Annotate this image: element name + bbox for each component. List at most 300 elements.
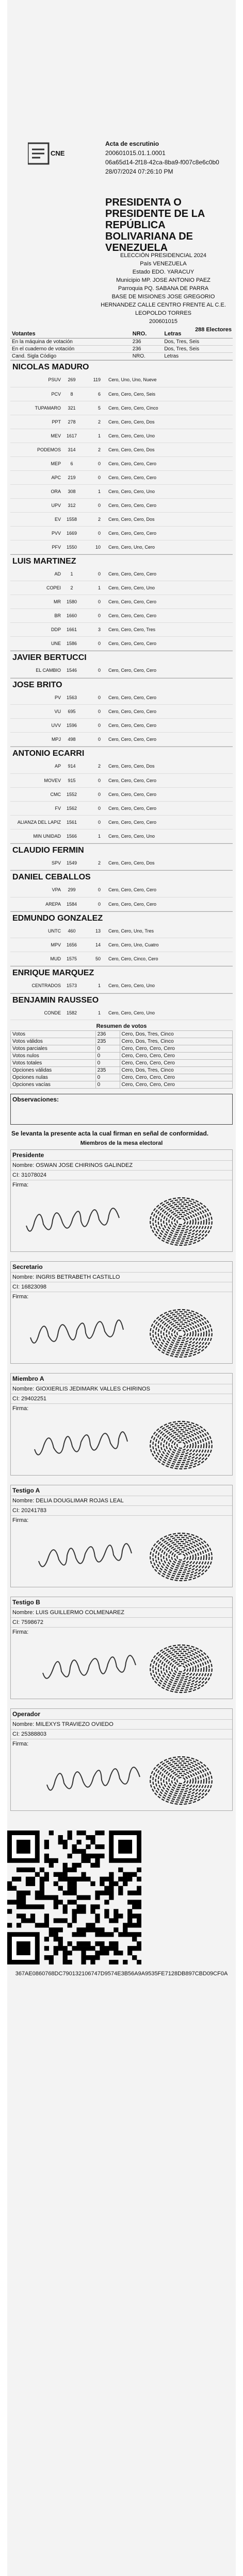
party-votes-words: Cero, Cero, Cero, Dos (102, 443, 233, 456)
member-name-label: Nombre: MILEXYS TRAVIEZO OVIEDO (11, 1719, 232, 1729)
party-votes-words: Cero, Cero, Uno, Cero (102, 540, 233, 554)
qr-module (86, 1927, 90, 1932)
member-firma: Firma: (11, 1403, 232, 1413)
party-org: CONDE (10, 1006, 62, 1020)
party-code: 1586 (62, 637, 81, 651)
party-row (10, 609, 233, 623)
candidate-party-table (10, 567, 233, 651)
municipality: Municipio MP. JOSE ANTONIO PAEZ (116, 277, 210, 283)
qr-module (90, 1960, 95, 1964)
member-role: Secretario (12, 1263, 43, 1270)
qr-module (49, 1960, 54, 1964)
party-org: PODEMOS (10, 443, 62, 456)
qr-module (132, 1872, 137, 1877)
qr-module (137, 1904, 141, 1909)
center-name: BASE DE MISIONES JOSE GREGORIO HERNANDEZ CALLE CENTRO FRENTE AL C.E. LEOPOLDO TORRES (101, 294, 226, 316)
party-row (10, 581, 233, 595)
qr-module (104, 1932, 109, 1937)
qr-module (44, 1840, 49, 1844)
qr-module (68, 1951, 72, 1955)
qr-module (49, 1895, 54, 1900)
party-votes: 0 (81, 595, 102, 609)
qr-module (114, 1918, 118, 1923)
party-votes-words: Cero, Cero, Cero, Cero (102, 664, 233, 677)
qr-module (109, 1872, 114, 1877)
qr-module (30, 1877, 35, 1882)
party-row (10, 733, 233, 747)
qr-module (90, 1882, 95, 1886)
party-votes-words: Cero, Cero, Cero, Tres (102, 623, 233, 637)
qr-module (76, 1904, 81, 1909)
qr-module (68, 1835, 72, 1840)
summary-words: Cero, Cero, Cero, Cero (120, 1060, 233, 1067)
party-org: TUPAMARO (10, 401, 62, 415)
qr-module (127, 1877, 132, 1882)
qr-module (137, 1946, 141, 1951)
qr-module (95, 1932, 100, 1937)
state: Estado EDO. YARACUY (132, 269, 195, 275)
qr-module (100, 1877, 104, 1882)
qr-module (58, 1937, 63, 1941)
party-code: 1561 (62, 815, 81, 829)
qr-module (86, 1858, 90, 1863)
qr-module (49, 1863, 54, 1868)
acta-id: 06a65d14-2f18-42ca-8ba9-f007c8e6c0b0 (105, 159, 219, 166)
candidate-party-table (10, 979, 233, 993)
signature-and-fingerprint (11, 1190, 233, 1251)
qr-module (40, 1923, 44, 1927)
qr-module (7, 1923, 12, 1927)
party-votes: 0 (81, 897, 102, 911)
mesa-member (10, 1149, 233, 1252)
candidate-name: JAVIER BERTUCCI (10, 651, 233, 664)
candidate-party-table (10, 856, 233, 871)
party-code: 2 (62, 581, 81, 595)
machine-votes-words: Dos, Tres, Seis (163, 338, 233, 346)
qr-module (44, 1854, 49, 1858)
qr-module (63, 1955, 68, 1960)
qr-module (127, 1951, 132, 1955)
party-row (10, 938, 233, 952)
party-code: 312 (62, 498, 81, 512)
signature-scribble (26, 1208, 119, 1231)
mesa-member (10, 1485, 233, 1587)
qr-module (54, 1904, 58, 1909)
qr-module (72, 1886, 77, 1891)
party-org: VU (10, 705, 62, 719)
party-row (10, 829, 233, 843)
qr-module (132, 1923, 137, 1927)
qr-module (118, 1913, 123, 1918)
party-votes: 0 (81, 787, 102, 801)
qr-module (90, 1909, 95, 1913)
qr-module (63, 1872, 68, 1877)
party-votes: 6 (81, 387, 102, 401)
qr-module (68, 1831, 72, 1835)
party-code: 1566 (62, 829, 81, 843)
party-votes: 0 (81, 773, 102, 787)
qr-module (68, 1923, 72, 1927)
qr-module (68, 1886, 72, 1891)
qr-module (44, 1946, 49, 1951)
party-code: 1546 (62, 664, 81, 677)
qr-module (76, 1877, 81, 1882)
party-code: 299 (62, 883, 81, 897)
qr-module (109, 1891, 114, 1895)
qr-module (17, 1904, 21, 1909)
signature-and-fingerprint (11, 1637, 233, 1699)
qr-module (7, 1900, 12, 1904)
party-row (10, 1006, 233, 1020)
book-votes-label: En el cuaderno de votación (10, 346, 131, 353)
qr-module (118, 1951, 123, 1955)
qr-module (54, 1927, 58, 1932)
book-votes-words: Dos, Tres, Seis (163, 346, 233, 353)
qr-module (40, 1868, 44, 1872)
party-votes-words: Cero, Cero, Cero, Cero (102, 691, 233, 705)
party-votes-words: Cero, Cero, Uno, Tres (102, 924, 233, 938)
qr-module (26, 1877, 30, 1882)
qr-module (104, 1951, 109, 1955)
qr-module (100, 1831, 104, 1835)
qr-module (68, 1854, 72, 1858)
party-votes: 1 (81, 829, 102, 843)
qr-module (54, 1872, 58, 1877)
qr-module (109, 1895, 114, 1900)
member-firma: Firma: (11, 1627, 232, 1637)
qr-module (95, 1904, 100, 1909)
fingerprint (150, 1645, 212, 1692)
qr-module (63, 1960, 68, 1964)
party-org: UPV (10, 498, 62, 512)
qr-module (127, 1891, 132, 1895)
member-role: Testigo A (12, 1487, 40, 1494)
party-votes: 0 (81, 498, 102, 512)
party-row (10, 540, 233, 554)
party-code: 1656 (62, 938, 81, 952)
cne-logo (28, 139, 64, 167)
candidate-name: BENJAMIN RAUSSEO (10, 993, 233, 1006)
summary-label: Opciones vacías (11, 1081, 96, 1089)
qr-module (100, 1941, 104, 1946)
qr-module (30, 1882, 35, 1886)
party-row (10, 719, 233, 733)
qr-module (109, 1932, 114, 1937)
qr-module (90, 1835, 95, 1840)
party-votes: 14 (81, 938, 102, 952)
party-votes-words: Cero, Cero, Cero, Cero (102, 567, 233, 581)
qr-module (72, 1909, 77, 1913)
qr-module (44, 1895, 49, 1900)
party-votes-words: Cero, Cero, Cero, Cero (102, 883, 233, 897)
qr-module (95, 1955, 100, 1960)
qr-module (137, 1891, 141, 1895)
qr-module (54, 1900, 58, 1904)
party-org: PSUV (10, 373, 62, 387)
qr-module (114, 1946, 118, 1951)
party-votes: 0 (81, 733, 102, 747)
qr-module (109, 1877, 114, 1882)
qr-module (118, 1868, 123, 1872)
qr-module (30, 1904, 35, 1909)
party-votes-words: Cero, Cero, Cero, Cero (102, 526, 233, 540)
qr-module (137, 1960, 141, 1964)
candidate-name: LUIS MARTINEZ (10, 554, 233, 567)
qr-module (44, 1844, 49, 1849)
qr-module (86, 1923, 90, 1927)
summary-num: 235 (95, 1038, 120, 1045)
qr-module (95, 1913, 100, 1918)
summary-num: 0 (95, 1060, 120, 1067)
party-code: 278 (62, 415, 81, 429)
qr-module (95, 1863, 100, 1868)
qr-module (58, 1946, 63, 1951)
party-votes: 1 (81, 429, 102, 443)
ballot-section (7, 330, 236, 1089)
party-code: 1660 (62, 609, 81, 623)
qr-finder (17, 1840, 30, 1854)
fingerprint (150, 1421, 212, 1469)
qr-module (76, 1840, 81, 1844)
qr-module (72, 1877, 77, 1882)
qr-module (63, 1951, 68, 1955)
qr-module (63, 1844, 68, 1849)
qr-module (21, 1895, 26, 1900)
party-org: PPT (10, 415, 62, 429)
party-org: CMC (10, 787, 62, 801)
qr-module (63, 1877, 68, 1882)
party-row (10, 401, 233, 415)
summary-label: Opciones nulas (11, 1074, 96, 1081)
qr-module (81, 1854, 86, 1858)
qr-module (81, 1909, 86, 1913)
party-code: 695 (62, 705, 81, 719)
qr-module (17, 1895, 21, 1900)
nro-header: NRO. (131, 330, 163, 338)
qr-module (30, 1918, 35, 1923)
party-code: 321 (62, 401, 81, 415)
member-ci: CI: 7598672 (11, 1617, 232, 1627)
party-row (10, 664, 233, 677)
qr-module (123, 1927, 127, 1932)
qr-module (109, 1882, 114, 1886)
party-org: MEV (10, 429, 62, 443)
signature-and-fingerprint (11, 1301, 233, 1363)
party-votes: 5 (81, 401, 102, 415)
qr-module (72, 1882, 77, 1886)
book-votes-num: 236 (131, 346, 163, 353)
party-row (10, 637, 233, 651)
party-code: 1562 (62, 801, 81, 815)
qr-module (100, 1882, 104, 1886)
party-votes-words: Cero, Uno, Uno, Nueve (102, 373, 233, 387)
qr-module (95, 1891, 100, 1895)
qr-module (63, 1840, 68, 1844)
qr-module (86, 1941, 90, 1946)
party-org: AP (10, 759, 62, 773)
party-votes: 0 (81, 637, 102, 651)
qr-module (17, 1891, 21, 1895)
qr-module (68, 1868, 72, 1872)
party-votes-words: Cero, Cero, Cero, Cero (102, 815, 233, 829)
party-org: UNTC (10, 924, 62, 938)
qr-module (76, 1927, 81, 1932)
member-firma: Firma: (11, 1515, 232, 1525)
party-code: 8 (62, 387, 81, 401)
qr-module (81, 1951, 86, 1955)
voters-table (10, 330, 233, 360)
qr-module (109, 1941, 114, 1946)
qr-module (137, 1913, 141, 1918)
qr-module (90, 1854, 95, 1858)
party-org: MUD (10, 952, 62, 966)
qr-module (17, 1900, 21, 1904)
qr-module (100, 1932, 104, 1937)
qr-module (95, 1927, 100, 1932)
acta-header (7, 0, 236, 333)
party-row (10, 705, 233, 719)
qr-module (58, 1927, 63, 1932)
qr-module (127, 1913, 132, 1918)
party-row (10, 498, 233, 512)
qr-module (40, 1886, 44, 1891)
candidate-party-table (10, 1006, 233, 1021)
qr-module (72, 1849, 77, 1854)
qr-module (58, 1840, 63, 1844)
country: País VENEZUELA (140, 261, 187, 267)
col-nro: NRO. (131, 353, 163, 360)
summary-row (11, 1038, 233, 1045)
summary-words: Cero, Cero, Cero, Cero (120, 1081, 233, 1089)
member-role: Testigo B (12, 1599, 40, 1606)
member-ci: CI: 25388803 (11, 1729, 232, 1739)
qr-module (132, 1900, 137, 1904)
summary-label: Votos parciales (11, 1045, 96, 1053)
candidate-name: NICOLAS MADURO (10, 360, 233, 373)
member-name-label: Nombre: LUIS GUILLERMO COLMENAREZ (11, 1607, 232, 1617)
party-votes: 2 (81, 856, 102, 870)
mesa-member (10, 1597, 233, 1699)
summary-num: 0 (95, 1074, 120, 1081)
party-code: 498 (62, 733, 81, 747)
party-row (10, 567, 233, 581)
party-votes: 119 (81, 373, 102, 387)
qr-module (90, 1927, 95, 1932)
member-firma: Firma: (11, 1180, 232, 1190)
party-code: 308 (62, 484, 81, 498)
qr-module (44, 1913, 49, 1918)
qr-module (58, 1835, 63, 1840)
qr-module (58, 1918, 63, 1923)
candidate-name: CLAUDIO FERMIN (10, 843, 233, 856)
summary-table (10, 1030, 233, 1089)
party-org: UVV (10, 719, 62, 733)
qr-module (123, 1923, 127, 1927)
qr-module (58, 1900, 63, 1904)
signature-area (11, 1637, 232, 1699)
signature-scribble (47, 1767, 140, 1790)
qr-module (72, 1868, 77, 1872)
party-row (10, 759, 233, 773)
party-row (10, 924, 233, 938)
fingerprint (150, 1533, 212, 1581)
qr-module (127, 1923, 132, 1927)
candidate-party-table (10, 883, 233, 911)
fingerprint (150, 1310, 212, 1357)
party-org: UNE (10, 637, 62, 651)
member-role: Presidente (12, 1151, 44, 1159)
acta-label: Acta de escrutinio (105, 140, 159, 147)
qr-module (81, 1895, 86, 1900)
qr-finder (118, 1840, 132, 1854)
summary-title: Resumen de votos (96, 1023, 147, 1029)
qr-code (7, 1831, 141, 1964)
qr-module (100, 1854, 104, 1858)
election-name: ELECCIÓN PRESIDENCIAL 2024 (120, 252, 207, 259)
member-name-label: Nombre: INGRIS BETRABETH CASTILLO (11, 1272, 232, 1282)
party-org: ORA (10, 484, 62, 498)
candidate-name: JOSE BRITO (10, 678, 233, 691)
qr-module (127, 1900, 132, 1904)
qr-module (95, 1854, 100, 1858)
qr-module (86, 1877, 90, 1882)
qr-module (40, 1904, 44, 1909)
party-row (10, 801, 233, 815)
qr-module (63, 1918, 68, 1923)
qr-module (132, 1904, 137, 1909)
party-org: EV (10, 512, 62, 526)
party-votes-words: Cero, Cero, Cero, Cero (102, 470, 233, 484)
qr-module (58, 1877, 63, 1882)
qr-module (104, 1913, 109, 1918)
qr-module (81, 1927, 86, 1932)
party-votes-words: Cero, Cero, Cero, Cero (102, 801, 233, 815)
machine-votes-num: 236 (131, 338, 163, 346)
qr-module (30, 1913, 35, 1918)
signature-area (11, 1749, 232, 1810)
party-votes: 0 (81, 664, 102, 677)
member-ci: CI: 20241783 (11, 1505, 232, 1515)
party-code: 1552 (62, 787, 81, 801)
qr-module (90, 1904, 95, 1909)
party-org: EL CAMBIO (10, 664, 62, 677)
electors-count: 288 Electores (195, 327, 232, 333)
qr-module (72, 1913, 77, 1918)
party-votes-words: Cero, Cero, Cero, Dos (102, 759, 233, 773)
party-row (10, 595, 233, 609)
party-org: MIN UNIDAD (10, 829, 62, 843)
party-row (10, 484, 233, 498)
qr-module (7, 1909, 12, 1913)
party-code: 1 (62, 567, 81, 581)
mesa-member (10, 1708, 233, 1811)
qr-module (58, 1872, 63, 1877)
party-votes-words: Cero, Cero, Cinco, Cero (102, 952, 233, 966)
party-org: PCV (10, 387, 62, 401)
summary-row (11, 1081, 233, 1089)
party-row (10, 456, 233, 470)
summary-row (11, 1045, 233, 1053)
qr-module (72, 1946, 77, 1951)
qr-module (54, 1951, 58, 1955)
party-votes: 0 (81, 883, 102, 897)
members-list (7, 1149, 236, 1811)
qr-module (90, 1955, 95, 1960)
qr-module (21, 1904, 26, 1909)
qr-module (114, 1951, 118, 1955)
party-code: 1582 (62, 1006, 81, 1020)
qr-module (44, 1937, 49, 1941)
